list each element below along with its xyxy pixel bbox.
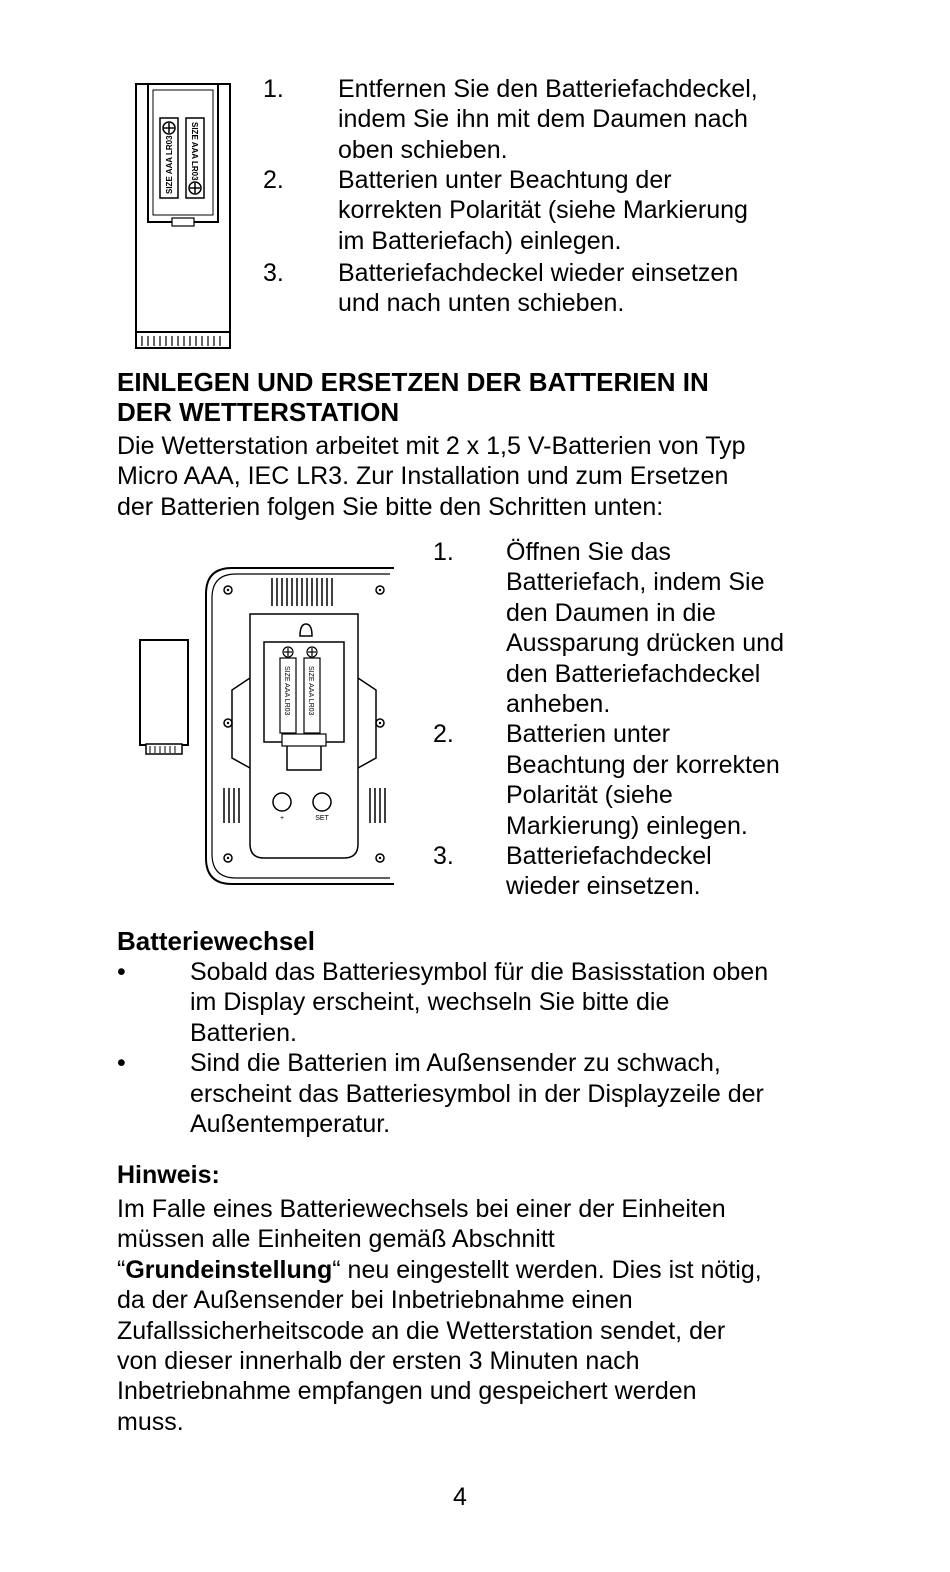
step-line: Entfernen Sie den Batteriefachdeckel, [338, 75, 758, 103]
step-text [338, 74, 758, 165]
step-line: Batteriefachdeckel [506, 842, 712, 870]
step-text [506, 537, 784, 719]
bullet-symbol: • [117, 958, 126, 986]
note-line: Inbetriebnahme empfangen und gespeichert werden [117, 1377, 697, 1406]
step-text [338, 165, 748, 256]
intro-line: der Batterien folgen Sie bitte den Schritten unten: [117, 492, 664, 521]
step-number: 1. [433, 538, 454, 566]
step-text [506, 719, 780, 841]
step-number: 2. [263, 166, 284, 194]
bullet-symbol: • [117, 1049, 126, 1078]
battery-change-heading: Batteriewechsel [117, 926, 315, 956]
section-intro [117, 431, 746, 522]
step-line: Polarität (siehe [506, 781, 673, 810]
bullet-line: Sind die Batterien im Außensender zu schwach, [190, 1049, 721, 1078]
bullet-line: erscheint das Batteriesymbol in der Displayzeile der [190, 1079, 764, 1108]
note-line-rest: “ neu eingestellt werden. Dies ist nötig, [332, 1255, 762, 1284]
sensor-battery-illustration [128, 80, 238, 355]
step-line: Batteriefach, indem Sie [506, 568, 765, 597]
step-line: korrekten Polarität (siehe Markierung [338, 196, 748, 225]
step-line: indem Sie ihn mit dem Daumen nach [338, 105, 748, 134]
note-line: Zufallssicherheitscode an die Wetterstation sendet, der [117, 1316, 726, 1345]
sensor-steps-list [263, 74, 823, 324]
battery-size-label: SIZE AAA LR03 [190, 122, 199, 181]
battery-size-label: SIZE AAA LR03 [307, 666, 314, 716]
battery-change-list [117, 957, 817, 1147]
bullet-text [190, 957, 768, 1048]
step-line: wieder einsetzen. [506, 872, 701, 901]
bullet-line: Außentemperatur. [190, 1110, 391, 1138]
step-text [338, 258, 738, 319]
note-line: muss. [117, 1407, 184, 1436]
step-line: den Daumen in die [506, 598, 716, 627]
battery-size-label: SIZE AAA LR03 [283, 666, 290, 716]
bullet-line: Batterien. [190, 1018, 298, 1047]
step-number: 1. [263, 75, 284, 103]
step-line: oben schieben. [338, 135, 508, 164]
step-number: 3. [263, 259, 284, 287]
step-line: Öffnen Sie das [506, 538, 671, 566]
step-line: anheben. [506, 690, 611, 719]
plus-button-label: + [279, 815, 285, 822]
step-line: im Batteriefach) einlegen. [338, 226, 622, 255]
station-battery-illustration [132, 558, 412, 888]
bullet-line: Sobald das Batteriesymbol für die Basisstation oben [190, 958, 769, 986]
note-line [117, 1255, 837, 1285]
note-heading: Hinweis: [117, 1161, 220, 1189]
step-line: und nach unten schieben. [338, 289, 625, 318]
step-line: Batterien unter [506, 720, 670, 749]
section-reference: Grundeinstellung [125, 1255, 333, 1284]
step-line: Aussparung drücken und [506, 629, 784, 658]
bullet-text [190, 1048, 764, 1139]
note-line: müssen alle Einheiten gemäß Abschnitt [117, 1225, 555, 1254]
note-line: Im Falle eines Batteriewechsels bei einer der Einheiten [117, 1195, 726, 1223]
section-heading [117, 367, 709, 427]
intro-line: Die Wetterstation arbeitet mit 2 x 1,5 V-Batterien von Typ [117, 432, 746, 460]
note-line: von dieser innerhalb der ersten 3 Minuten nach [117, 1347, 640, 1376]
step-line: Markierung) einlegen. [506, 811, 748, 840]
step-line: Batterien unter Beachtung der [338, 166, 672, 194]
note-body [117, 1194, 837, 1437]
station-steps-list [433, 537, 833, 907]
step-line: Batteriefachdeckel wieder einsetzen [338, 259, 739, 287]
step-number: 3. [433, 842, 454, 870]
step-line: Beachtung der korrekten [506, 750, 780, 779]
heading-line: EINLEGEN UND ERSETZEN DER BATTERIEN IN [117, 367, 709, 397]
note-line: da der Außensender bei Inbetriebnahme einen [117, 1286, 633, 1315]
intro-line: Micro AAA, IEC LR3. Zur Installation und zum Ersetzen [117, 462, 729, 491]
set-button-label: SET [315, 815, 329, 822]
open-quote: “ [117, 1255, 126, 1284]
heading-line: DER WETTERSTATION [117, 397, 400, 427]
step-line: den Batteriefachdeckel [506, 659, 761, 688]
battery-size-label: SIZE AAA LR03 [165, 135, 174, 194]
step-text [506, 841, 712, 902]
step-number: 2. [433, 720, 454, 749]
page-number: 4 [453, 1483, 467, 1511]
bullet-line: im Display erscheint, wechseln Sie bitte die [190, 988, 670, 1017]
